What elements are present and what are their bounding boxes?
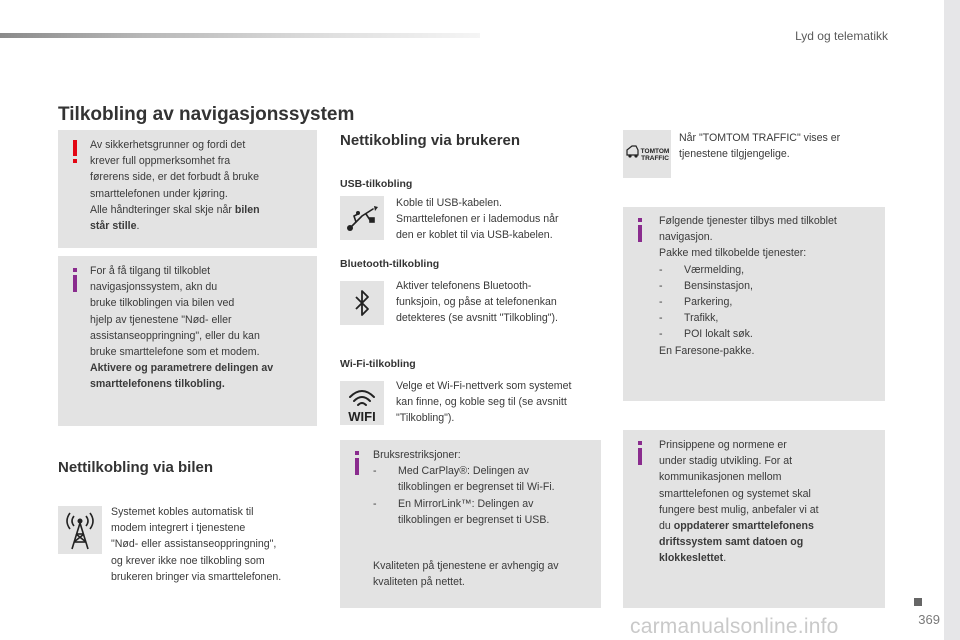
restrictions-box: [340, 440, 601, 608]
svg-text:TOMTOM: TOMTOM: [640, 148, 670, 155]
list-item: - Med CarPlay®: Delingen av tilkoblingen er begrenset til Wi-Fi.: [373, 463, 598, 495]
warning-icon: [72, 140, 78, 164]
header-stripe: [0, 33, 480, 38]
tomtom-text: Når "TOMTOM TRAFFIC" vises er tjenestene tilgjengelige.: [679, 132, 841, 161]
list-item: - Parkering,: [659, 294, 881, 310]
principles-box: [623, 430, 885, 608]
svg-text:TRAFFIC: TRAFFIC: [641, 155, 669, 162]
page-edge-band: [944, 0, 960, 640]
bluetooth-heading: Bluetooth-tilkobling: [340, 258, 440, 270]
info-icon: [637, 218, 643, 242]
bluetooth-text: Aktiver telefonens Bluetooth- funksjoin, og påse at telefonenkan detekteres (se avsnitt "Tilkobling").: [396, 280, 558, 325]
services-box: [623, 207, 885, 401]
info-icon: [72, 268, 78, 292]
info-text-left: For å få tilgang til tilkoblet navigasjonssystem, akn du bruke tilkoblingen via bilen ved hjelp av tjenestene "Nød- eller assistanseoppringning", eller du kan bruke smarttelefone som et modem. Aktivere og parametrere delingen av smarttelefonens tilkobling.: [90, 265, 274, 391]
bluetooth-icon: [340, 281, 384, 325]
usb-heading: USB-tilkobling: [340, 178, 413, 190]
list-item: - En MirrorLink™: Delingen av tilkoblingen er begrenset ti USB.: [373, 496, 598, 528]
page-number: 369: [918, 612, 940, 627]
warning-box: [58, 130, 317, 248]
svg-text:WIFI: WIFI: [348, 409, 376, 424]
vehicle-connection-heading: Nettilkobling via bilen: [58, 459, 214, 476]
usb-icon: [340, 196, 384, 240]
vehicle-connection-text: Systemet kobles automatisk til modem integrert i tjenestene "Nød- eller assistanseoppringning", og krever ikke noe tilkobling som brukeren bringer via smarttelefonen.: [111, 506, 282, 583]
warning-text: Av sikkerhetsgrunner og fordi det krever full oppmerksomhet fra førerens side, er det forbudt å bruke smarttelefonen under kjøring. Alle håndteringer skal skje når bilen står stille.: [90, 139, 260, 233]
usb-text: Koble til USB-kabelen. Smarttelefonen er i lademodus når den er koblet til via USB-kabelen.: [396, 197, 559, 242]
section-title: Lyd og telematikk: [795, 29, 888, 43]
list-item: - POI lokalt søk.: [659, 326, 881, 342]
antenna-icon: [58, 506, 102, 554]
page-title: Tilkobling av navigasjonssystem: [58, 104, 355, 125]
list-item: - Bensinstasjon,: [659, 278, 881, 294]
services-list: [659, 262, 881, 343]
restrictions-list: [373, 463, 598, 528]
page-marker: [914, 598, 922, 606]
info-icon: [354, 451, 360, 475]
wifi-heading: Wi-Fi-tilkobling: [340, 358, 416, 370]
wifi-text: Velge et Wi-Fi-nettverk som systemet kan finne, og koble seg til (se avsnitt "Tilkobling").: [396, 380, 572, 425]
restrictions-text: Bruksrestriksjoner: - Med CarPlay®: Delingen av tilkoblingen er begrenset til Wi-Fi. - En MirrorLink™: Delingen av tilkoblingen er begrenset ti USB. Kvaliteten på tjenestene er avhengig av kvaliteten på nettet.: [373, 447, 598, 590]
list-item: - Trafikk,: [659, 310, 881, 326]
user-connection-heading: Nettikobling via brukeren: [340, 132, 521, 149]
principles-text: Prinsippene og normene er under stadig utvikling. For at kommunikasjonen mellom smarttelefonen og systemet skal fungere best mulig, anbefaler vi at du oppdaterer smarttelefonens driftssystem samt datoen og klokkeslettet.: [659, 439, 819, 565]
services-text: Følgende tjenester tilbys med tilkoblet navigasjon. Pakke med tilkobelde tjenester: - Værmelding, - Bensinstasjon, - Parkering, - Trafikk, - POI lokalt søk. En Faresone-pakke.: [659, 213, 881, 359]
watermark: carmanualsonline.info: [630, 615, 839, 638]
info-box-left: [58, 256, 317, 426]
wifi-icon: [340, 381, 384, 425]
list-item: - Værmelding,: [659, 262, 881, 278]
info-icon: [637, 441, 643, 465]
tomtom-traffic-icon: [623, 130, 671, 178]
